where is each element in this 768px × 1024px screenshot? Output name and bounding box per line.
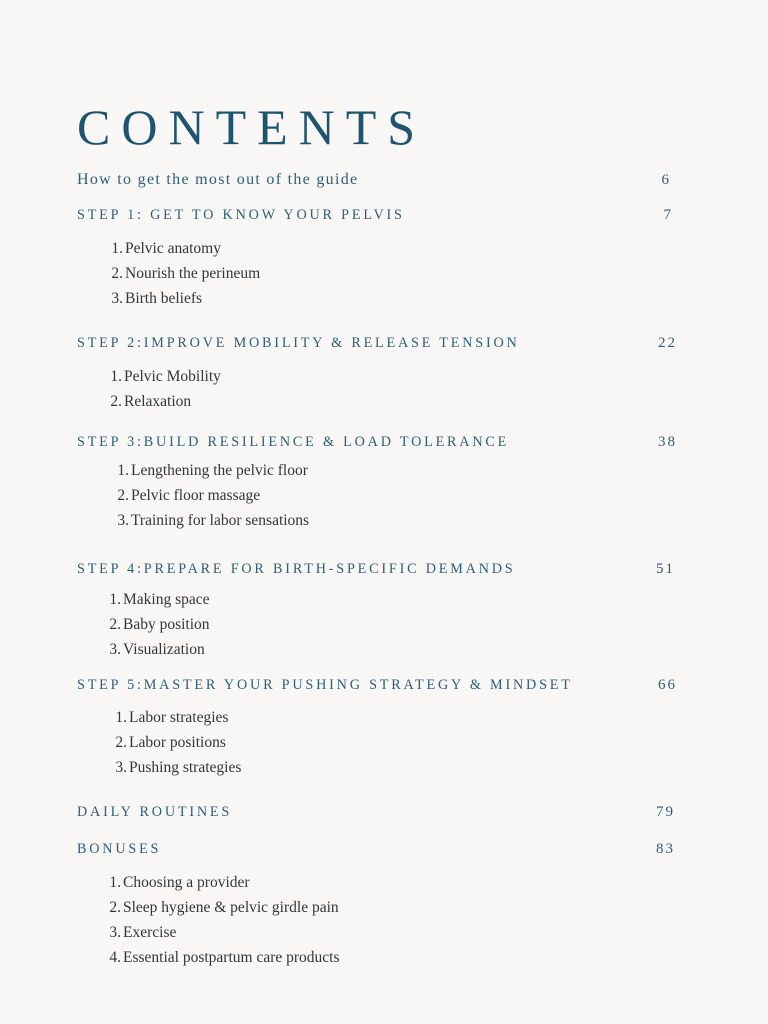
- toc-subitem[interactable]: [108, 364, 221, 389]
- toc-subitem[interactable]: [115, 483, 309, 508]
- toc-sublist-step-3: [115, 458, 309, 533]
- toc-page-number: 51: [656, 560, 675, 577]
- toc-subitem[interactable]: [109, 286, 260, 311]
- toc-subitem-number: 2.: [115, 734, 127, 751]
- toc-subitem-label: Labor strategies: [129, 709, 229, 726]
- page-title: CONTENTS: [77, 99, 427, 155]
- toc-subitem-label: Visualization: [123, 641, 205, 658]
- toc-section-label: STEP 5:MASTER YOUR PUSHING STRATEGY & MINDSET: [77, 676, 573, 693]
- toc-subitem[interactable]: [113, 730, 241, 755]
- toc-subitem-label: Relaxation: [124, 393, 192, 410]
- toc-subitem-number: 2.: [109, 899, 121, 916]
- toc-section-label: BONUSES: [77, 840, 162, 857]
- toc-page-number: 22: [658, 334, 677, 351]
- toc-subitem-label: Lengthening the pelvic floor: [131, 462, 308, 479]
- toc-subitem-number: 2.: [110, 393, 122, 410]
- toc-subitem-number: 1.: [109, 874, 121, 891]
- toc-entry-label: How to get the most out of the guide: [77, 171, 359, 188]
- toc-subitem-number: 1.: [115, 709, 127, 726]
- toc-subitem-label: Birth beliefs: [125, 290, 203, 307]
- toc-subitem-number: 2.: [111, 265, 123, 282]
- toc-section-step-5[interactable]: [77, 674, 677, 696]
- toc-subitem[interactable]: [107, 612, 210, 637]
- toc-subitem-number: 3.: [109, 924, 121, 941]
- toc-page-number: 66: [658, 676, 677, 693]
- toc-subitem-number: 4.: [109, 949, 121, 966]
- toc-subitem[interactable]: [107, 870, 340, 895]
- toc-subitem-label: Labor positions: [129, 734, 226, 751]
- toc-subitem[interactable]: [109, 236, 260, 261]
- toc-section-step-4[interactable]: [77, 558, 677, 580]
- toc-subitem-label: Pushing strategies: [129, 759, 242, 776]
- toc-section-bonuses[interactable]: [77, 838, 677, 860]
- toc-section-label: STEP 3:BUILD RESILIENCE & LOAD TOLERANCE: [77, 433, 510, 450]
- toc-subitem[interactable]: [107, 587, 210, 612]
- toc-subitem-number: 1.: [110, 368, 122, 385]
- toc-section-step-1[interactable]: [77, 204, 677, 226]
- toc-section-label: STEP 1: GET TO KNOW YOUR PELVIS: [77, 206, 405, 223]
- toc-subitem[interactable]: [107, 920, 340, 945]
- toc-subitem[interactable]: [113, 705, 241, 730]
- toc-subitem-label: Pelvic floor massage: [131, 487, 261, 504]
- toc-subitem-label: Essential postpartum care products: [123, 949, 340, 966]
- toc-subitem[interactable]: [109, 261, 260, 286]
- toc-page-number: 79: [656, 803, 675, 820]
- toc-section-label: STEP 2:IMPROVE MOBILITY & RELEASE TENSION: [77, 334, 520, 351]
- toc-page-number: 7: [663, 206, 673, 223]
- toc-section-step-2[interactable]: [77, 332, 677, 354]
- toc-subitem-label: Sleep hygiene & pelvic girdle pain: [123, 899, 339, 916]
- toc-subitem-label: Pelvic Mobility: [124, 368, 221, 385]
- toc-page-number: 6: [661, 171, 671, 188]
- toc-section-label: DAILY ROUTINES: [77, 803, 233, 820]
- toc-page-number: 38: [658, 433, 677, 450]
- toc-subitem[interactable]: [113, 755, 241, 780]
- toc-subitem-label: Making space: [123, 591, 210, 608]
- toc-entry-intro[interactable]: [77, 169, 677, 191]
- toc-sublist-step-5: [113, 705, 241, 780]
- toc-section-label: STEP 4:PREPARE FOR BIRTH-SPECIFIC DEMANDS: [77, 560, 516, 577]
- toc-subitem[interactable]: [107, 945, 340, 970]
- toc-sublist-bonuses: [107, 870, 340, 970]
- toc-subitem-number: 3.: [115, 759, 127, 776]
- toc-sublist-step-1: [109, 236, 260, 311]
- toc-subitem-number: 1.: [111, 240, 123, 257]
- toc-subitem-label: Training for labor sensations: [131, 512, 310, 529]
- toc-subitem-label: Baby position: [123, 616, 210, 633]
- toc-subitem[interactable]: [115, 508, 309, 533]
- toc-subitem-number: 2.: [117, 487, 129, 504]
- toc-page-number: 83: [656, 840, 675, 857]
- toc-subitem-label: Pelvic anatomy: [125, 240, 221, 257]
- toc-subitem-number: 2.: [109, 616, 121, 633]
- toc-subitem-label: Choosing a provider: [123, 874, 250, 891]
- toc-subitem-label: Nourish the perineum: [125, 265, 261, 282]
- toc-subitem-label: Exercise: [123, 924, 177, 941]
- toc-sublist-step-4: [107, 587, 210, 662]
- toc-subitem[interactable]: [107, 895, 340, 920]
- toc-subitem-number: 3.: [109, 641, 121, 658]
- toc-subitem[interactable]: [108, 389, 221, 414]
- toc-sublist-step-2: [108, 364, 221, 414]
- toc-section-step-3[interactable]: [77, 431, 677, 453]
- toc-subitem[interactable]: [107, 637, 210, 662]
- toc-section-daily-routines[interactable]: [77, 801, 677, 823]
- toc-subitem-number: 1.: [109, 591, 121, 608]
- toc-subitem-number: 3.: [111, 290, 123, 307]
- toc-subitem-number: 3.: [117, 512, 129, 529]
- toc-subitem-number: 1.: [117, 462, 129, 479]
- toc-subitem[interactable]: [115, 458, 309, 483]
